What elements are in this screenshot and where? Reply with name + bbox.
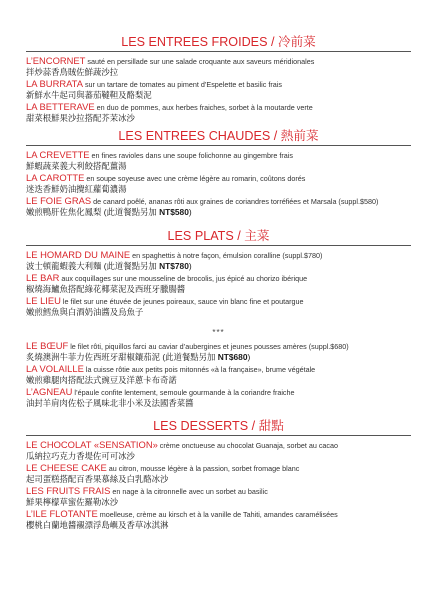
dish-description: en nage à la citronnelle avec un sorbet au basilic [110, 487, 268, 496]
dish-item [26, 440, 416, 462]
dish-item [26, 296, 416, 318]
dish-description: au citron, mousse légère à la passion, sorbet fromage blanc [106, 464, 300, 473]
dish-chinese-name: 椒燒海鱸魚搭配綠花椰菜泥及西班牙臘腸醬 [26, 284, 186, 294]
dish-item [26, 364, 416, 386]
supplement-note: (此道餐點另加 [103, 261, 160, 271]
dish-item [26, 486, 416, 508]
dish-description: la cuisse rôtie aux petits pois mitonnés «à la française», brume végétale [83, 365, 316, 374]
dish-description: sauté en persillade sur une salade croquante aux saveurs méridionales [85, 57, 315, 66]
section-title: LES DESSERTS / 甜點 [153, 419, 284, 433]
dish-name: L’AGNEAU [26, 386, 73, 397]
supplement-note: (此道餐點另加 [103, 207, 160, 217]
course-separator: *** [212, 328, 225, 337]
dish-description: en soupe soyeuse avec une crème légère au romarin, coûtons dorés [84, 174, 306, 183]
dish-chinese-name: 櫻桃白蘭地醬襯漂浮島嶼及香草冰淇淋 [26, 520, 169, 530]
dish-description: sur un tartare de tomates au piment d’Espelette et basilic frais [82, 80, 282, 89]
dish-chinese-name: 迷迭香鮮奶油攪紅蘿蔔濃湯 [26, 184, 127, 194]
dish-chinese-name: 新鮮水牛起司與蕃茄韃靼及酪梨泥 [26, 90, 152, 100]
dish-chinese-name: 波士頓龍蝦義大利麵 [26, 261, 102, 271]
supplement-note-end: ) [188, 207, 192, 217]
dish-chinese-name: 嫩煎鱈魚與白酒奶油醬及烏魚子 [26, 307, 144, 317]
dish-item [26, 56, 416, 78]
dish-name: LE BŒUF [26, 340, 69, 351]
dish-name: LE HOMARD DU MAINE [26, 249, 131, 260]
title-underline [26, 51, 411, 52]
title-underline [26, 145, 411, 146]
dish-item [26, 250, 416, 272]
dish-name: LA CAROTTE [26, 172, 85, 183]
section-title: LES ENTREES FROIDES / 冷前菜 [121, 35, 316, 49]
section-title: LES ENTREES CHAUDES / 熱前菜 [118, 129, 319, 143]
dish-item [26, 79, 416, 101]
dish-chinese-name: 炙燒澳洲牛菲力佐西班牙甜椒鑲茄泥 [26, 352, 160, 362]
dish-item [26, 150, 416, 172]
dish-description: l’épaule confite lentement, semoule gourmande à la coriandre fraiche [72, 388, 295, 397]
dish-chinese-name: 嫩煎雞腿肉搭配法式豌豆及洋蔥卡布奇諾 [26, 375, 177, 385]
dish-name: L’ILE FLOTANTE [26, 508, 98, 519]
title-underline [26, 245, 411, 246]
supplement-price: NT$680 [217, 352, 248, 362]
title-underline [26, 435, 411, 436]
dish-item [26, 102, 416, 124]
supplement-price: NT$780 [159, 261, 189, 271]
dish-name: LE CHEESE CAKE [26, 462, 107, 473]
dish-chinese-name: 鮮果檸檬草蜜佐羅勒冰沙 [26, 497, 119, 507]
dish-description: le filet sur une étuvée de jeunes poireaux, sauce vin blanc fine et poutargue [60, 297, 304, 306]
dish-description: aux coquillages sur une mousseline de brocolis, jus épicé au chorizo ibérique [59, 274, 308, 283]
section-title: LES PLATS / 主菜 [167, 229, 270, 243]
dish-name: LA CREVETTE [26, 149, 90, 160]
supplement-note: (此道餐點另加 [162, 352, 218, 362]
dish-name: LA BETTERAVE [26, 101, 95, 112]
dish-chinese-name: 鮮蝦蔬菜義大利餃搭配薑湯 [26, 161, 127, 171]
dish-description: moelleuse, crème au kirsch et à la vanille de Tahiti, amandes caramélisées [97, 510, 338, 519]
dish-name: LE BAR [26, 272, 60, 283]
dish-description: de canard poêlé, ananas rôti aux graines de coriandres torréfiées et Marsala (suppl.$580) [91, 197, 379, 206]
dish-item [26, 173, 416, 195]
dish-item [26, 273, 416, 295]
supplement-price: NT$580 [159, 207, 189, 217]
dish-name: LE LIEU [26, 295, 61, 306]
dish-name: LES FRUITS FRAIS [26, 485, 111, 496]
dish-chinese-name: 嫩煎鴨肝佐焦化鳳梨 [26, 207, 102, 217]
dish-item [26, 387, 416, 409]
dish-chinese-name: 拌炒蒜香鳥賊佐鮮蔬沙拉 [26, 67, 119, 77]
dish-item [26, 341, 416, 363]
dish-description: en fines ravioles dans une soupe folichonne au gingembre frais [89, 151, 293, 160]
dish-chinese-name: 油封羊肩肉佐松子風味北非小米及法國香菜醬 [26, 398, 194, 408]
dish-name: LE FOIE GRAS [26, 195, 92, 206]
dish-item [26, 463, 416, 485]
dish-chinese-name: 甜菜根鮮果沙拉搭配芥茉冰沙 [26, 113, 135, 123]
dish-name: LE CHOCOLAT «SENSATION» [26, 439, 158, 450]
dish-description: en spaghettis à notre façon, émulsion coralline (suppl.$780) [130, 251, 323, 260]
dish-name: LA BURRATA [26, 78, 83, 89]
dish-name: L’ENCORNET [26, 55, 86, 66]
dish-description: en duo de pommes, aux herbes fraiches, sorbet à la moutarde verte [94, 103, 313, 112]
dish-name: LA VOLAILLE [26, 363, 84, 374]
supplement-note-end: ) [247, 352, 251, 362]
supplement-note-end: ) [188, 261, 192, 271]
dish-item [26, 196, 416, 218]
dish-chinese-name: 起司蛋糕搭配百香果慕絲及白乳酪冰沙 [26, 474, 169, 484]
dish-item [26, 509, 416, 531]
dish-description: le filet rôti, piquillos farci au caviar d’aubergines et jeunes pousses amères (suppl.$680) [68, 342, 349, 351]
dish-chinese-name: 瓜納拉巧克力香堤佐可可冰沙 [26, 451, 135, 461]
dish-description: crème onctueuse au chocolat Guanaja, sorbet au cacao [157, 441, 339, 450]
